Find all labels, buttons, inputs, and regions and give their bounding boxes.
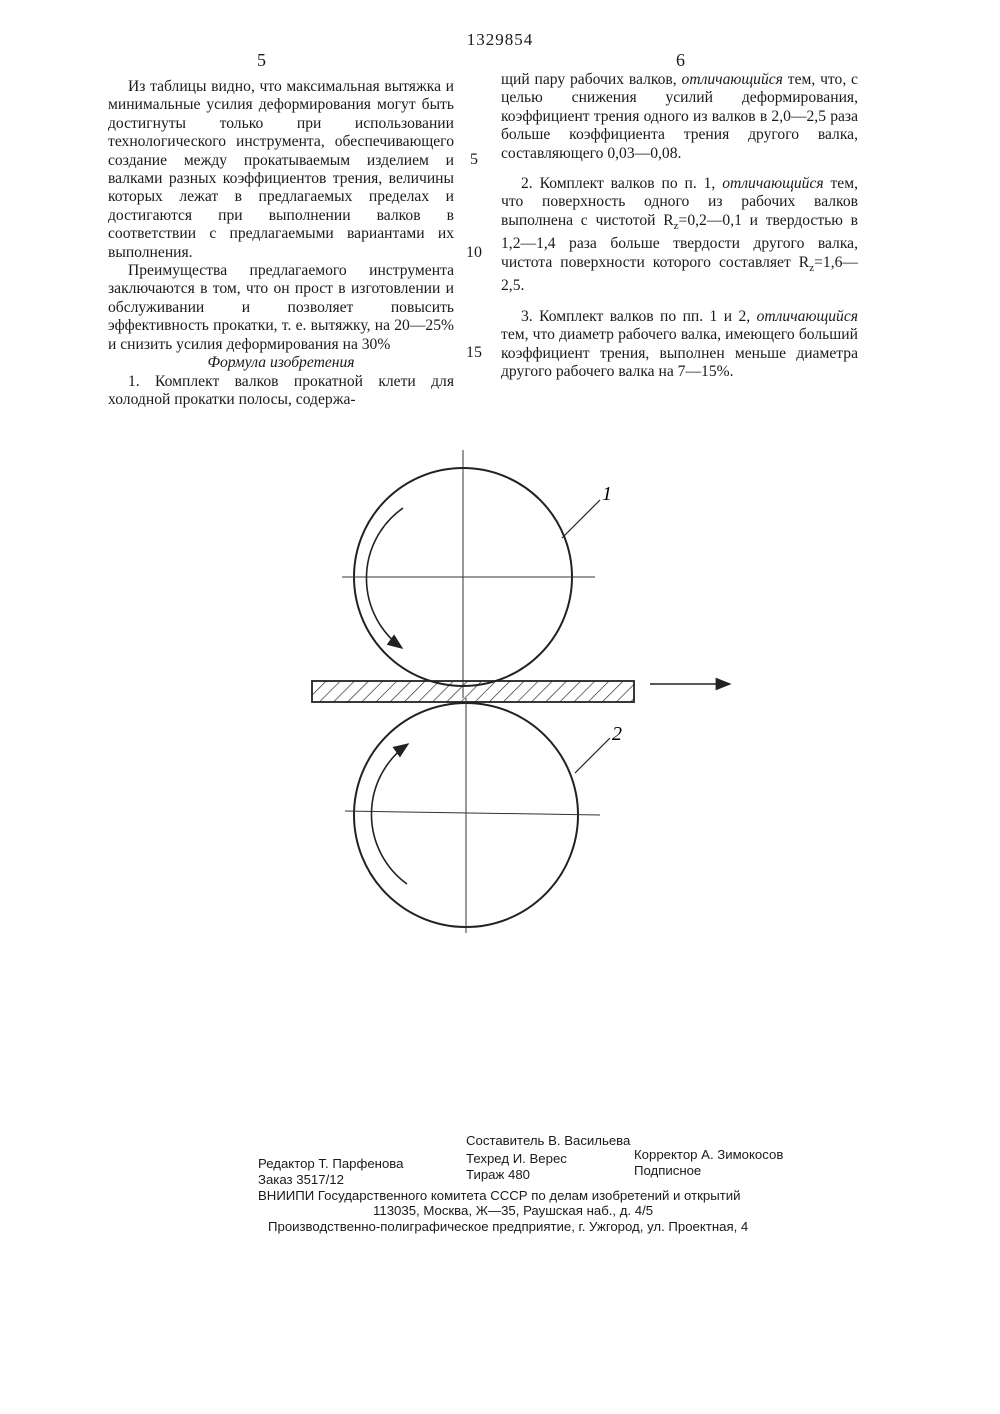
footer-order: Заказ 3517/12 [258, 1172, 344, 1187]
patent-number: 1329854 [466, 30, 534, 49]
line-number-5: 5 [470, 151, 478, 168]
footer-editor: Редактор Т. Парфенова [258, 1156, 404, 1171]
paragraph-table-conclusion: Из таблицы видно, что максимальная вытяжка и минимальные усилия деформирования могут быть достигнуты только при использовании технологического инструмента, обеспечивающего создание между прокатываемым изделием и валками разных коэффициентов трения, величины которых лежат в предлагаемых пределах и достигаются при выполнении валков в соответствии с предлагаемыми вариантами их выполнения. [108, 78, 454, 261]
footer-corrector: Корректор А. Зимокосов [634, 1147, 784, 1162]
leader-line-2 [575, 738, 610, 773]
rolling-mill-drawing [290, 448, 760, 938]
left-column [108, 78, 454, 409]
line-number-15: 15 [466, 344, 482, 361]
footer-organization: ВНИИПИ Государственного комитета СССР по делам изобретений и открытий [258, 1188, 741, 1203]
footer-printer: Производственно-полиграфическое предприятие, г. Ужгород, ул. Проектная, 4 [268, 1219, 749, 1234]
footer-signed: Подписное [634, 1163, 702, 1178]
claim-2: 2. Комплект валков по п. 1, отличающийся тем, что поверхность одного из рабочих валков выполнена с чистотой $R_z=0,2—0,1$ и твердостью в 1,2—1,4 раза больше твердости другого валка, чистота поверхности которого составляет $R_z=1,6—2,5$. [501, 175, 858, 295]
line-number-10: 10 [466, 244, 482, 261]
footer-techred: Техред И. Верес [466, 1151, 567, 1166]
footer-circulation: Тираж 480 [466, 1167, 530, 1182]
page-number-right: 6 [676, 50, 685, 70]
upper-roll-rotation-arrow [366, 508, 403, 648]
figure-label-2: 2 [612, 723, 622, 745]
footer-address: 113035, Москва, Ж—35, Раушская наб., д. 4/5 [373, 1203, 654, 1218]
lower-roll-horizontal-axis [345, 811, 600, 815]
figure-label-1: 1 [602, 483, 612, 505]
lower-roll-rotation-arrow [371, 744, 408, 884]
leader-line-1 [562, 500, 600, 538]
footer-compiler: Составитель В. Васильева [466, 1133, 631, 1148]
right-column [501, 71, 858, 381]
claim-1-start: 1. Комплект валков прокатной клети для холодной прокатки полосы, содержа- [108, 372, 454, 408]
rolled-strip [312, 681, 634, 702]
paragraph-advantages: Преимущества предлагаемого инструмента заключаются в том, что он прост в изготовлении и обслуживании и позволяет повысить эффективность прокатки, т. е. вытяжку, на 20—25% и снизить усилия деформирования на 30% [108, 262, 454, 353]
claim-1-continued: щий пару рабочих валков, отличающийся тем, что, с целью снижения усилий деформирования, коэффициент трения одного из валков в 2,0—2,5 раза больше коэффициента трения другого валка, составляющего 0,03—0,08. [501, 71, 858, 162]
claim-3: 3. Комплект валков по пп. 1 и 2, отличающийся тем, что диаметр рабочего валка, имеющего больший коэффициент трения, выполнен меньше диаметра другого рабочего валка на 7—15%. [501, 307, 858, 380]
claims-heading: Формула изобретения [207, 354, 355, 372]
page-number-left: 5 [257, 50, 266, 70]
